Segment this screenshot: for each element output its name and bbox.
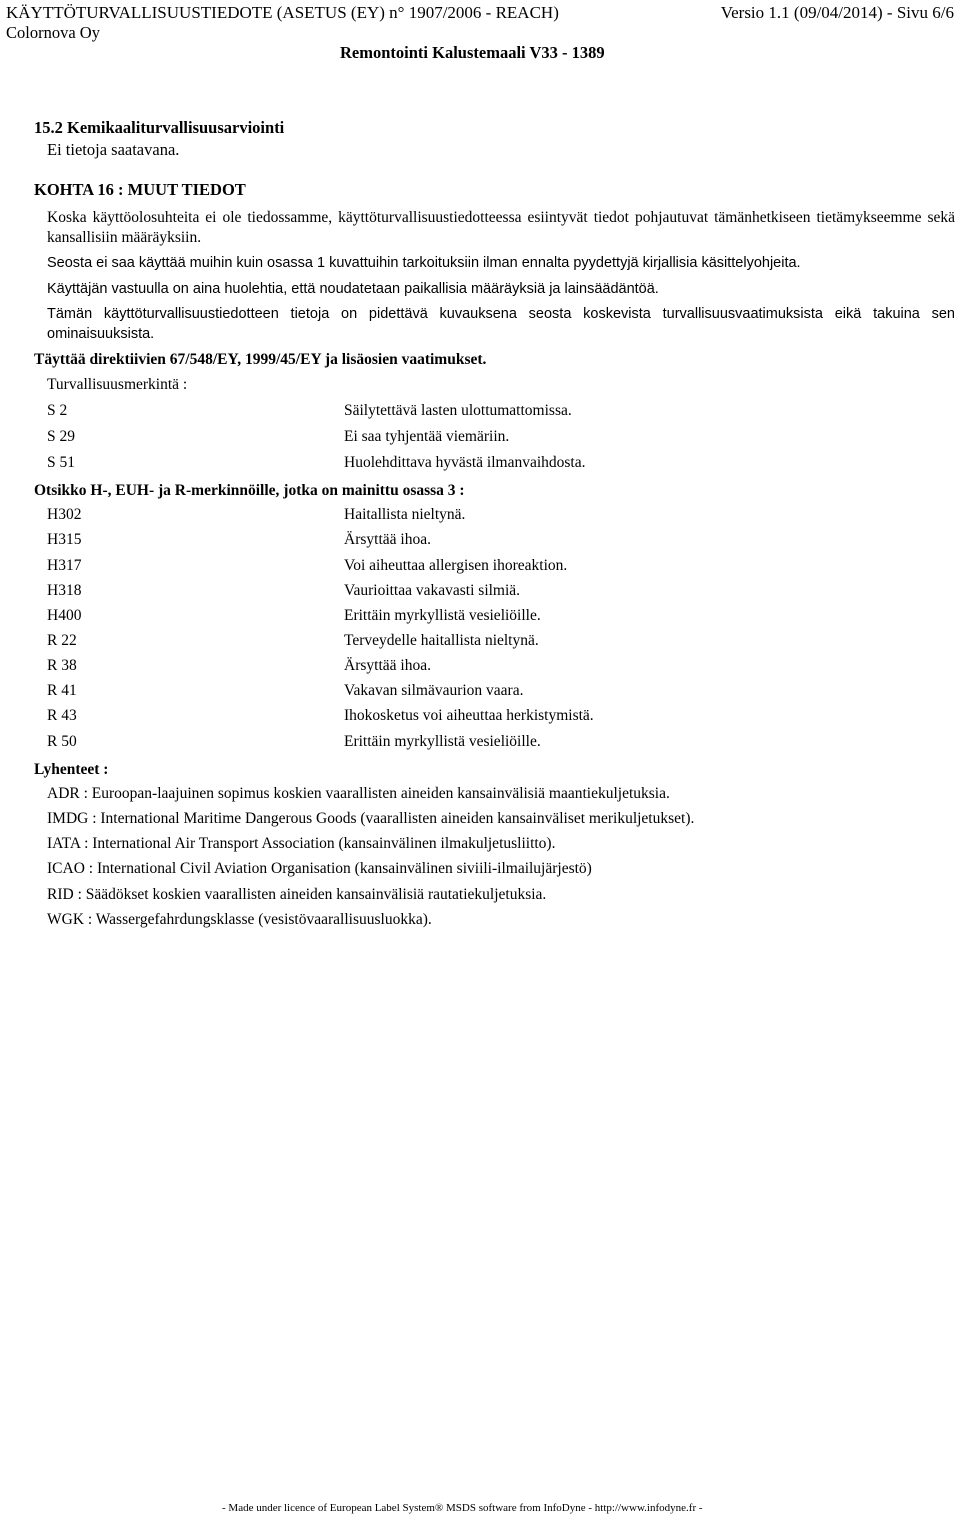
hazard-phrase-text: Erittäin myrkyllistä vesieliöille.: [344, 733, 541, 750]
hazard-phrase-text: Vaurioittaa vakavasti silmiä.: [344, 582, 521, 599]
hazard-phrase-text: Vakavan silmävaurion vaara.: [344, 682, 524, 699]
company-name: Colornova Oy: [6, 23, 100, 42]
s-phrase-text: Ei saa tyhjentää viemäriin.: [344, 428, 510, 445]
abbreviation-item: WGK : Wassergefahrdungsklasse (vesistövaarallisuusluokka).: [47, 911, 432, 928]
s-phrase-text: Huolehdittava hyvästä ilmanvaihdosta.: [344, 454, 586, 471]
hazard-phrase-code: H302: [47, 506, 82, 523]
hazard-phrase-code: R 43: [47, 707, 77, 724]
section-16-paragraph-1: Koska käyttöolosuhteita ei ole tiedossamme, käyttöturvallisuustiedotteessa esiintyvät tiedot pohjautuvat tämänhetkiseen tietämykseemme sekä kansallisiin määräyksiin.: [47, 209, 955, 246]
abbreviation-item: ICAO : International Civil Aviation Organisation (kansainvälinen siviili-ilmailujärjestö): [47, 860, 592, 877]
safety-label-heading: Turvallisuusmerkintä :: [47, 376, 188, 393]
section-16-paragraph-2: Seosta ei saa käyttää muihin kuin osassa 1 kuvattuihin tarkoituksiin ilman ennalta pyydettyjä kirjallisia käsittelyohjeita.: [47, 255, 801, 271]
hazard-phrase-code: R 50: [47, 733, 77, 750]
hazard-phrase-code: R 22: [47, 632, 77, 649]
hazard-phrase-text: Terveydelle haitallista nieltynä.: [344, 632, 539, 649]
directives-statement: Täyttää direktiivien 67/548/EY, 1999/45/EY ja lisäosien vaatimukset.: [34, 351, 487, 368]
s-phrase-code: S 51: [47, 454, 75, 471]
product-name: Remontointi Kalustemaali V33 - 1389: [340, 43, 605, 62]
version-page-info: Versio 1.1 (09/04/2014) - Sivu 6/6: [720, 3, 954, 22]
s-phrase-code: S 29: [47, 428, 75, 445]
hazard-phrase-text: Ärsyttää ihoa.: [344, 531, 431, 548]
hazard-phrase-text: Voi aiheuttaa allergisen ihoreaktion.: [344, 557, 568, 574]
section-15-2-heading: 15.2 Kemikaaliturvallisuusarviointi: [34, 118, 285, 137]
section-16-paragraph-3: Käyttäjän vastuulla on aina huolehtia, että noudatetaan paikallisia määräyksiä ja lainsäädäntöä.: [47, 281, 659, 297]
hazard-phrase-code: R 41: [47, 682, 77, 699]
document-title: KÄYTTÖTURVALLISUUSTIEDOTE (ASETUS (EY) n° 1907/2006 - REACH): [6, 3, 559, 22]
hazard-phrase-code: H317: [47, 557, 82, 574]
hazard-phrase-text: Erittäin myrkyllistä vesieliöille.: [344, 607, 541, 624]
section-15-2-text: Ei tietoja saatavana.: [47, 140, 180, 159]
hazard-phrase-code: H400: [47, 607, 82, 624]
abbreviation-item: IATA : International Air Transport Association (kansainvälinen ilmakuljetusliitto).: [47, 835, 556, 852]
section-16-paragraph-4: Tämän käyttöturvallisuustiedotteen tietoja on pidettävä kuvauksena seosta koskevista turvallisuusvaatimuksista eikä takuina sen ominaisuuksista.: [47, 306, 955, 342]
hazard-phrases-heading: Otsikko H-, EUH- ja R-merkinnöille, jotka on mainittu osassa 3 :: [34, 482, 465, 499]
hazard-phrase-text: Ärsyttää ihoa.: [344, 657, 431, 674]
hazard-phrase-text: Ihokosketus voi aiheuttaa herkistymistä.: [344, 707, 594, 724]
hazard-phrase-code: H315: [47, 531, 82, 548]
s-phrase-code: S 2: [47, 402, 68, 419]
hazard-phrase-code: H318: [47, 582, 82, 599]
s-phrase-text: Säilytettävä lasten ulottumattomissa.: [344, 402, 572, 419]
footer-licence-note: - Made under licence of European Label System® MSDS software from InfoDyne - http://www.infodyne.fr -: [222, 1502, 703, 1514]
hazard-phrase-text: Haitallista nieltynä.: [344, 506, 466, 523]
abbreviation-item: IMDG : International Maritime Dangerous Goods (vaarallisten aineiden kansainväliset merikuljetukset).: [47, 810, 695, 827]
abbreviation-item: RID : Säädökset koskien vaarallisten aineiden kansainvälisiä rautatiekuljetuksia.: [47, 886, 547, 903]
hazard-phrase-code: R 38: [47, 657, 77, 674]
abbreviation-item: ADR : Euroopan-laajuinen sopimus koskien vaarallisten aineiden kansainvälisiä maantiekuljetuksia.: [47, 785, 670, 802]
abbreviations-heading: Lyhenteet :: [34, 761, 109, 778]
section-16-heading: KOHTA 16 : MUUT TIEDOT: [34, 180, 246, 199]
